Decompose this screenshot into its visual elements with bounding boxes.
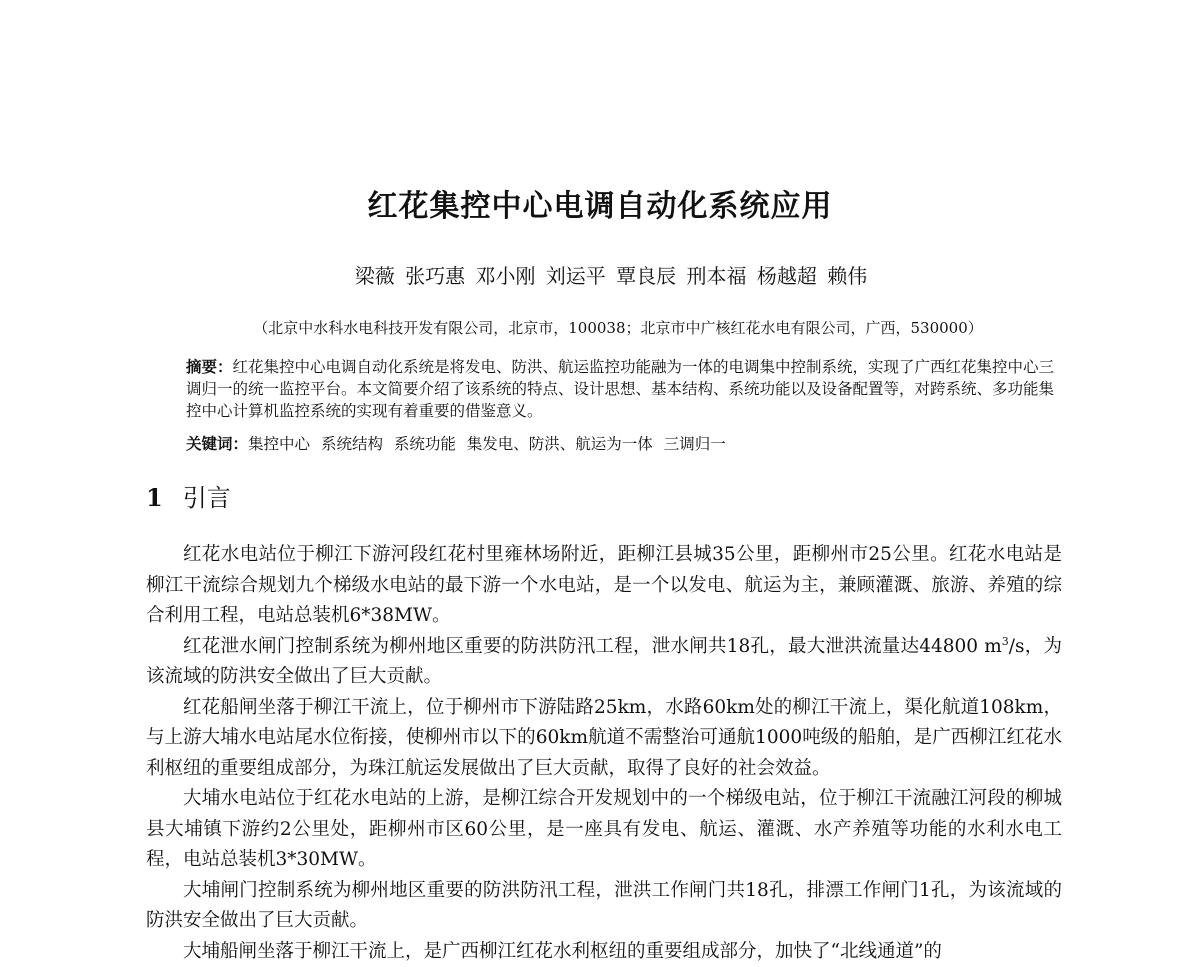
paragraph: 红花船闸坐落于柳江干流上，位于柳州市下游陆路25km，水路60km处的柳江干流上，渠化航道108km，与上游大埔水电站尾水位衔接，使柳州市以下的60km航道不需整治可通航1000吨级的船舶，是广西柳江红花水利枢纽的重要组成部分，为珠江航运发展做出了巨大贡献，取得了良好的社会效益。 — [146, 693, 1062, 785]
paragraph-text: 红花泄水闸门控制系统为柳州地区重要的防洪防汛工程，泄水闸共18孔，最大泄洪流量达44800 — [183, 636, 978, 657]
unit-tail: /s，为该流域的防洪安全做出了巨大贡献。 — [146, 636, 1062, 688]
paragraph — [146, 632, 1062, 693]
section-heading — [146, 478, 231, 513]
abstract — [186, 356, 1062, 422]
section-number: 1 — [146, 483, 163, 512]
unit-base: m — [984, 636, 1002, 657]
paragraph: 大埔闸门控制系统为柳州地区重要的防洪防汛工程，泄洪工作闸门共18孔，排漂工作闸门1孔，为该流域的防洪安全做出了巨大贡献。 — [146, 876, 1062, 937]
body-text — [146, 540, 1062, 967]
keywords-label: 关键词： — [186, 435, 248, 453]
paper-title: 红花集控中心电调自动化系统应用 — [0, 181, 1200, 225]
section-title: 引言 — [183, 484, 231, 512]
keywords-text: 集控中心 系统结构 系统功能 集发电、防洪、航运为一体 三调归一 — [248, 435, 726, 453]
abstract-text: 红花集控中心电调自动化系统是将发电、防洪、航运监控功能融为一体的电调集中控制系统，实现了广西红花集控中心三调归一的统一监控平台。本文简要介绍了该系统的特点、设计思想、基本结构、系统功能以及设备配置等，对跨系统、多功能集控中心计算机监控系统的实现有着重要的借鉴意义。 — [186, 358, 1054, 420]
author-list: 梁薇 张巧惠 邓小刚 刘运平 覃良辰 刑本福 杨越超 赖伟 — [0, 260, 1200, 289]
paragraph: 大埔水电站位于红花水电站的上游，是柳江综合开发规划中的一个梯级电站，位于柳江干流融江河段的柳城县大埔镇下游约2公里处，距柳州市区60公里，是一座具有发电、航运、灌溉、水产养殖等功能的水利水电工程，电站总装机3*30MW。 — [146, 784, 1062, 876]
paragraph: 大埔船闸坐落于柳江干流上，是广西柳江红花水利枢纽的重要组成部分，加快了“北线通道”的 — [146, 937, 1062, 967]
affiliation: （北京中水科水电科技开发有限公司，北京市，100038；北京市中广核红花水电有限公司，广西，530000） — [0, 317, 1200, 338]
paragraph: 红花水电站位于柳江下游河段红花村里雍林场附近，距柳江县城35公里，距柳州市25公里。红花水电站是柳江干流综合规划九个梯级水电站的最下游一个水电站，是一个以发电、航运为主，兼顾灌溉、旅游、养殖的综合利用工程，电站总装机6*38MW。 — [146, 540, 1062, 632]
unit-superscript: 3 — [1002, 634, 1009, 647]
abstract-label: 摘要： — [186, 358, 233, 376]
keywords — [186, 433, 1062, 455]
